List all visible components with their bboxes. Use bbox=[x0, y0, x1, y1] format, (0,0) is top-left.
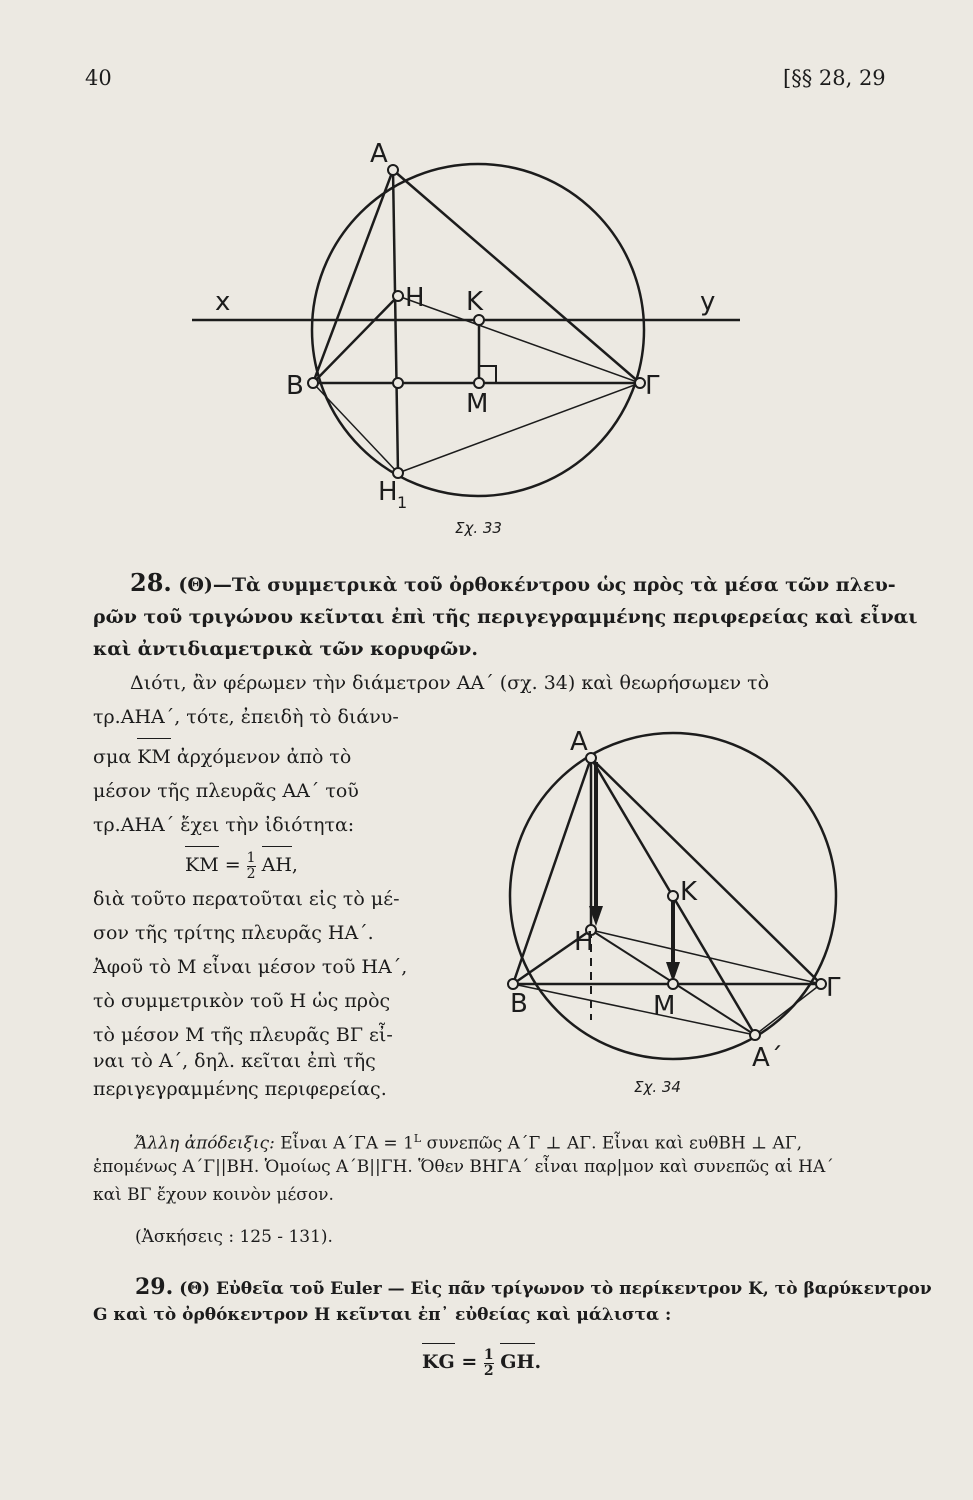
label-M: M bbox=[466, 389, 489, 419]
point-on-BG bbox=[393, 378, 403, 388]
caption-fig33: Σχ. 33 bbox=[455, 519, 502, 537]
point-G-34 bbox=[816, 979, 826, 989]
label-K-34: K bbox=[680, 877, 698, 907]
label-H-34: H bbox=[574, 927, 594, 957]
label-H1: H bbox=[378, 477, 398, 507]
vector-KM: ΚΜ bbox=[137, 740, 171, 774]
label-y: y bbox=[700, 287, 716, 317]
segment-GA2 bbox=[755, 984, 821, 1035]
label-A2-34: A΄ bbox=[752, 1043, 783, 1073]
label-B: B bbox=[286, 371, 304, 401]
theorem-28-line2: ρῶν τοῦ τριγώνου κεῖνται ἐπὶ τῆς περιγεγραμμένης περιφερείας καὶ εἶναι bbox=[93, 606, 918, 628]
side-GH1 bbox=[398, 383, 640, 473]
exercises-reference: (Ἀσκήσεις : 125 - 131). bbox=[135, 1227, 333, 1247]
theorem-28-statement: —Τὰ συμμετρικὰ τοῦ ὀρθοκέντρου ὡς πρὸς τὰ μέσα τῶν πλευ- bbox=[212, 574, 896, 596]
point-B bbox=[308, 378, 318, 388]
figure-34 bbox=[490, 720, 890, 1110]
alt-proof-line2: ἑπομένως Α΄Γ||ΒΗ. Ὁμοίως Α΄Β||ΓΗ. Ὅθεν ΒΗΓΑ΄ εἶναι παρ|μον καὶ συνεπῶς αἱ ΗΑ΄ bbox=[93, 1157, 834, 1177]
equation-KM: ΚΜ = $\frac{1}{2}$ ΑΗ, bbox=[185, 848, 298, 882]
point-K-34 bbox=[668, 891, 678, 901]
alt-proof-lead: Ἄλλη ἀπόδειξις: bbox=[135, 1133, 275, 1154]
caption-fig34: Σχ. 34 bbox=[634, 1078, 681, 1096]
label-A-34: A bbox=[570, 727, 588, 757]
label-x: x bbox=[215, 287, 231, 317]
side-BH1 bbox=[313, 383, 398, 473]
figure-33 bbox=[0, 0, 973, 560]
line-BH bbox=[313, 296, 398, 383]
segment-BA2 bbox=[513, 984, 755, 1035]
label-M-34: M bbox=[653, 991, 676, 1021]
label-G-34: Γ bbox=[826, 973, 841, 1003]
point-A bbox=[388, 165, 398, 175]
theorem-28-number: 28. bbox=[130, 568, 172, 597]
proof-line10: τὸ μέσον Μ τῆς πλευρᾶς ΒΓ εἶ- bbox=[93, 1024, 393, 1046]
proof-line1: Διότι, ἂν φέρωμεν τὴν διάμετρον ΑΑ΄ (σχ. 34) καὶ θεωρήσωμεν τὸ bbox=[130, 672, 770, 694]
label-H1-subscript: 1 bbox=[397, 493, 408, 512]
proof-line2: τρ.ΑΗΑ΄, τότε, ἐπειδὴ τὸ διάνυ- bbox=[93, 706, 399, 728]
section-reference: [§§ 28, 29 bbox=[783, 66, 886, 90]
proof-line7: σον τῆς τρίτης πλευρᾶς ΗΑ΄. bbox=[93, 922, 374, 944]
alt-proof-line3: καὶ ΒΓ ἔχουν κοινὸν μέσον. bbox=[93, 1185, 334, 1205]
point-M-34 bbox=[668, 979, 678, 989]
proof-line11: ναι τὸ Α΄, δηλ. κεῖται ἐπὶ τῆς bbox=[93, 1050, 376, 1072]
euler-equation: KG = $\frac{1}{2}$ GH. bbox=[422, 1345, 541, 1379]
alt-proof-line1: Ἄλλη ἀπόδειξις: Εἶναι $A΄\Gamma A = 1^L$ συνεπῶς Α΄Γ ⊥ ΑΓ. Εἶναι καὶ ευθΒΗ ⊥ ΑΓ, bbox=[135, 1132, 803, 1154]
side-AG bbox=[393, 170, 640, 383]
theorem-28-line1 bbox=[130, 566, 900, 602]
label-G: Γ bbox=[645, 371, 660, 401]
theorem-28-tag: (Θ) bbox=[178, 574, 213, 596]
label-H: H bbox=[405, 283, 425, 313]
theorem-28-line3: καὶ ἀντιδιαμετρικὰ τῶν κορυφῶν. bbox=[93, 638, 478, 660]
proof-line5: τρ.ΑΗΑ΄ ἔχει τὴν ἰδιότητα: bbox=[93, 814, 355, 836]
point-B-34 bbox=[508, 979, 518, 989]
proof-line3: σμα ΚΜ ἀρχόμενον ἀπὸ τὸ bbox=[93, 740, 351, 774]
theorem-29-line2: G καὶ τὸ ὀρθόκεντρον Η κεῖνται ἐπ᾽ εὐθείας καὶ μάλιστα : bbox=[93, 1305, 672, 1325]
point-A2-34 bbox=[750, 1030, 760, 1040]
point-H bbox=[393, 291, 403, 301]
label-A: A bbox=[370, 139, 388, 169]
line-GH-34 bbox=[591, 930, 821, 984]
altitude-AH1 bbox=[393, 170, 398, 473]
proof-line4: μέσον τῆς πλευρᾶς ΑΑ΄ τοῦ bbox=[93, 780, 359, 802]
point-M bbox=[474, 378, 484, 388]
proof-line12: περιγεγραμμένης περιφερείας. bbox=[93, 1078, 387, 1100]
point-G bbox=[635, 378, 645, 388]
line-GH bbox=[398, 296, 640, 383]
theorem-29-number: 29. bbox=[135, 1274, 174, 1300]
proof-line6: διὰ τοῦτο περατοῦται εἰς τὸ μέ- bbox=[93, 888, 400, 910]
side-AB bbox=[313, 170, 393, 383]
label-B-34: B bbox=[510, 989, 528, 1019]
label-K: K bbox=[466, 287, 484, 317]
proof-line8: Ἀφοῦ τὸ Μ εἶναι μέσον τοῦ ΗΑ΄, bbox=[93, 956, 408, 978]
theorem-29-line1: 29. (Θ) Εὐθεῖα τοῦ Euler — Εἰς πᾶν τρίγωνον τὸ περίκεντρον Κ, τὸ βαρύκεντρον bbox=[135, 1274, 932, 1300]
page-number: 40 bbox=[85, 66, 112, 90]
proof-line9: τὸ συμμετρικὸν τοῦ Η ὡς πρὸς bbox=[93, 990, 391, 1012]
